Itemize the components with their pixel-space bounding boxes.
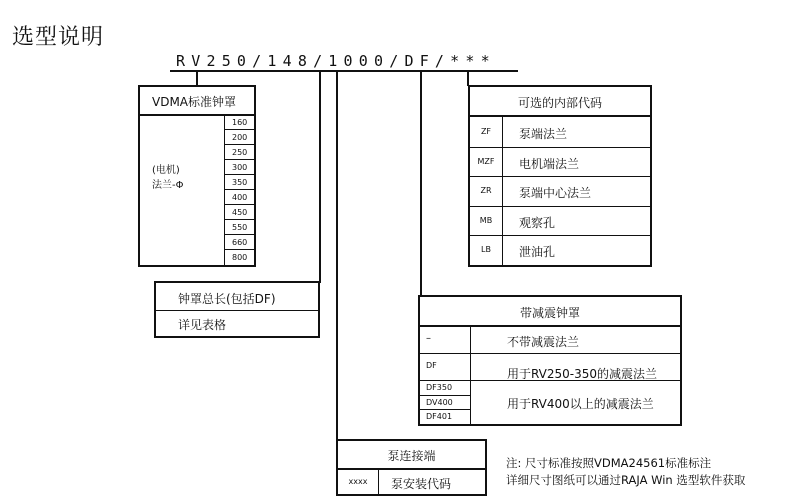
connector-length: [319, 70, 321, 282]
vdma-header: VDMA标准钟罩: [152, 95, 237, 109]
option-code: ZR: [480, 186, 492, 196]
option-desc: 泵端中心法兰: [519, 186, 592, 201]
model-code: RV250/148/1000/DF/***: [176, 52, 496, 70]
connector-damping: [420, 70, 422, 298]
pump-connection-code: xxxx: [348, 477, 368, 486]
damping-row-df-code: DF: [426, 361, 437, 370]
damping-row-df-desc: 用于RV250-350的减震法兰: [507, 367, 658, 381]
pump-connection-header: 泵连接端: [387, 449, 436, 463]
option-desc: 泵端法兰: [519, 127, 568, 141]
connector-pump: [336, 70, 338, 441]
bell-length-table: [154, 281, 320, 338]
vdma-size-cell: 400: [225, 190, 254, 205]
damping-row-large-code-1: DF350: [426, 383, 453, 392]
damping-row-large-code-2: DV400: [426, 398, 453, 407]
damping-row-none-desc: 不带减震法兰: [507, 335, 580, 349]
vdma-size-cell: 200: [225, 130, 254, 145]
damping-row-none-code: –: [426, 333, 431, 344]
damping-row-large-code-3: DF401: [426, 412, 453, 421]
page-title: 选型说明: [12, 25, 105, 50]
vdma-size-cell: 250: [225, 145, 254, 160]
notes: [506, 455, 786, 489]
option-desc: 泄油孔: [519, 245, 556, 260]
vdma-table: [138, 85, 256, 267]
option-desc: 电机端法兰: [519, 156, 580, 171]
damping-table: [418, 295, 682, 426]
option-code: LB: [481, 245, 491, 255]
vdma-size-cell: 550: [225, 220, 254, 235]
damping-row-large-desc: 用于RV400以上的减震法兰: [507, 397, 654, 411]
connector-vdma: [196, 70, 198, 86]
option-code: ZF: [480, 127, 492, 136]
vdma-size-cell: 450: [225, 205, 254, 220]
option-code: MB: [479, 215, 493, 225]
vdma-size-cell: 350: [225, 175, 254, 190]
vdma-size-cell: 300: [225, 160, 254, 175]
damping-header: 带减震钟罩: [519, 306, 580, 320]
vdma-size-cell: 660: [225, 235, 254, 250]
option-desc: 观察孔: [519, 215, 556, 230]
note-line-2: 详细尺寸图纸可以通过RAJA Win 选型软件获取: [506, 473, 746, 487]
vdma-size-cell: 160: [225, 115, 254, 130]
option-code: MZF: [477, 156, 495, 166]
model-code-underline: [170, 70, 518, 72]
vdma-size-cell: 800: [232, 253, 248, 262]
vdma-label: (电机) 法兰-Φ: [152, 165, 184, 191]
pump-connection-table: [336, 439, 487, 496]
options-header: 可选的内部代码: [517, 96, 602, 110]
note-line-1: 注: 尺寸标准按照VDMA24561标准标注: [506, 456, 712, 470]
vdma-size-list: [225, 115, 254, 265]
bell-length-header: 钟罩总长(包括DF): [178, 292, 276, 306]
connector-options: [467, 70, 469, 86]
pump-connection-desc: 泵安装代码: [391, 477, 452, 491]
bell-length-note: 详见表格: [178, 318, 227, 332]
options-table: [468, 85, 652, 267]
